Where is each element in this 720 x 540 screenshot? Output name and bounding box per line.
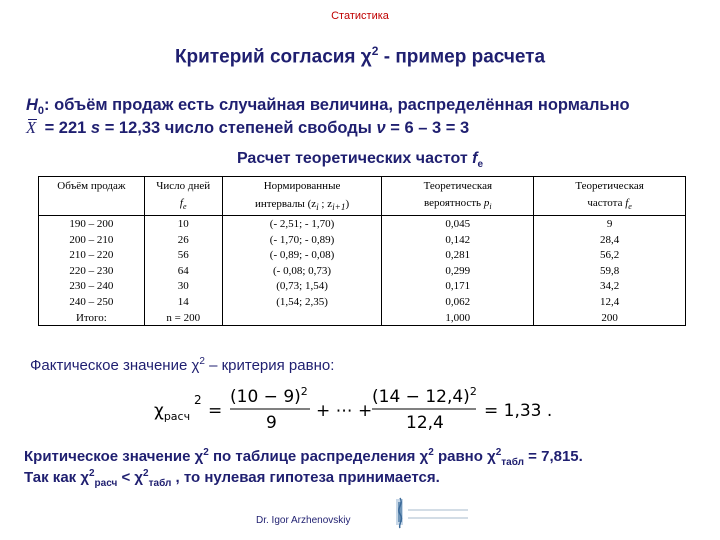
formula-numerator-2: $(14 - 12,4)^2$ bbox=[372, 385, 477, 407]
table-row: 230 – 240 30 (0,73; 1,54) 0,171 34,2 bbox=[39, 279, 686, 295]
author-footer: Dr. Igor Arzhenovskiy bbox=[256, 515, 351, 526]
hypothesis-line: $H_0$: объём продаж есть случайная величина, распределённая нормально bbox=[26, 96, 630, 117]
col-header-sales: Объём продаж bbox=[39, 177, 145, 196]
col-subheader-intervals: интервалы ($z_i$ ; $z_{i+1}$) bbox=[222, 195, 382, 216]
table-row: 200 – 210 26 (- 1,70; - 0,89) 0,142 28,4 bbox=[39, 232, 686, 248]
col-header-probability: Теоретическая bbox=[382, 177, 534, 196]
col-subheader-frequency: частота $f_e$ bbox=[534, 195, 686, 216]
table-total-row: Итого: n = 200 1,000 200 bbox=[39, 310, 686, 326]
col-header-days: Число дней bbox=[144, 177, 222, 196]
formula-lhs-sup: 2 bbox=[194, 393, 202, 407]
slide-title: Критерий согласия $\chi^2$ - пример расчета bbox=[174, 44, 546, 68]
table-row: 220 – 230 64 (- 0,08; 0,73) 0,299 59,8 bbox=[39, 263, 686, 279]
factual-value-caption: Фактическое значение $\chi^2$ – критерия равно: bbox=[30, 356, 335, 374]
parameters-line: X = 221 s = 12,33 число степеней свободы ν = 6 – 3 = 3 bbox=[26, 118, 470, 137]
formula-numerator-1: $(10 - 9)^2$ bbox=[230, 385, 308, 407]
x-bar-symbol: X bbox=[26, 118, 40, 138]
critical-value-line: Критическое значение $\chi^2$ по таблице распределения $\chi^2$ равно $\chi^2_{табл} = 7,815$. bbox=[24, 447, 583, 468]
table-row: 190 – 200 10 (- 2,51; - 1,70) 0,045 9 bbox=[39, 216, 686, 232]
formula-ellipsis: + ⋯ + bbox=[316, 401, 373, 421]
table-row: 240 – 250 14 (1,54; 2,35) 0,062 12,4 bbox=[39, 294, 686, 310]
formula-denominator-2: 12,4 bbox=[406, 413, 444, 433]
formula-eq: = bbox=[208, 401, 223, 421]
col-subheader-fe: $f_e$ bbox=[144, 195, 222, 216]
university-logo-icon bbox=[392, 496, 472, 530]
formula-result: = 1,33 . bbox=[484, 401, 553, 421]
table-row: 210 – 220 56 (- 0,89; - 0,08) 0,281 56,2 bbox=[39, 247, 686, 263]
chi-square-formula bbox=[150, 384, 590, 434]
conclusion-line: Так как $\chi^2_{расч} < \chi^2_{табл}$ , то нулевая гипотеза принимается. bbox=[24, 468, 440, 489]
col-header-frequency: Теоретическая bbox=[534, 177, 686, 196]
frequency-table bbox=[38, 176, 686, 326]
formula-denominator-1: 9 bbox=[266, 413, 277, 433]
table-caption: Расчет теоретических частот $f_e$ bbox=[236, 150, 484, 170]
col-subheader-probability: вероятность $p_i$ bbox=[382, 195, 534, 216]
col-header-intervals: Нормированные bbox=[222, 177, 382, 196]
formula-lhs: $\chi_{расч}$ bbox=[154, 401, 191, 423]
slide-header: Статистика bbox=[331, 10, 389, 22]
